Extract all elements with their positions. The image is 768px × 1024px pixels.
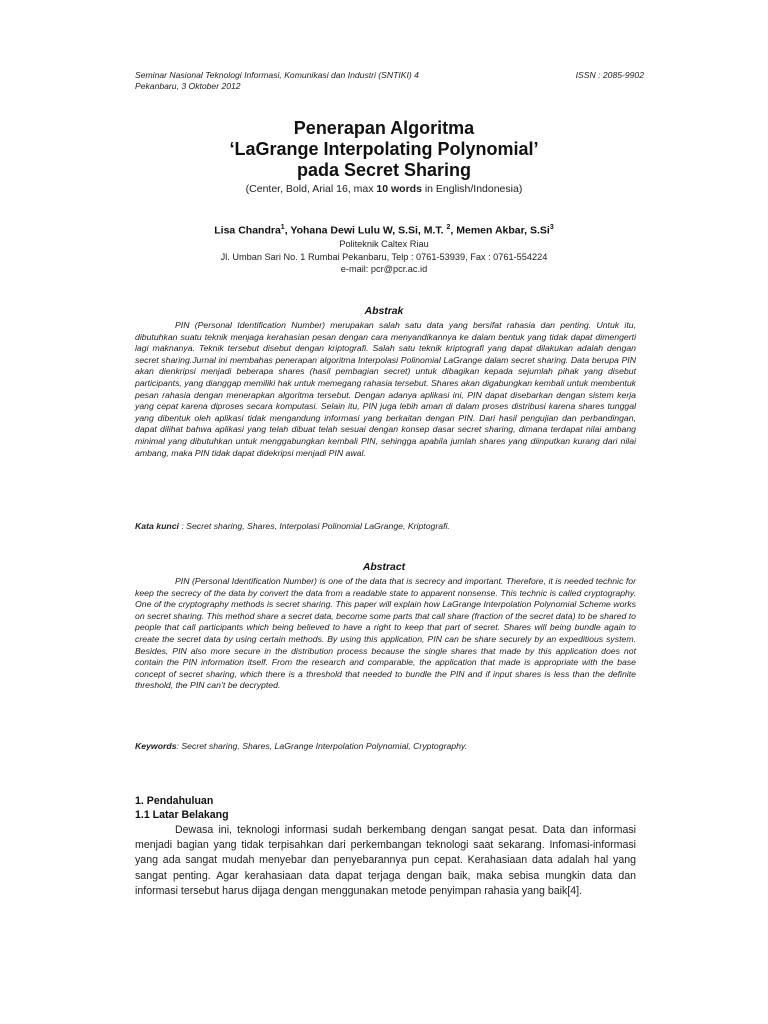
section-body: Dewasa ini, teknologi informasi sudah berkembang dengan sangat pesat. Data dan informasi menjadi bagian yang tidak terpisahkan dari perkembangan teknologi saat sekarang. Infomasi-informasi yang ada sangat mudah menyebar dan penyebarannya pun cepat. Kerahasiaan data adalah hal yang sangat penting. Agar kerahasiaan data dapat terjaga dengan baik, maka sebisa mungkin data dan informasi tersebut harus dijaga dengan menggunakan metode penyimpan rahasia yang baik[4]. (135, 824, 636, 897)
abstract-body: PIN (Personal Identification Number) is one of the data that is secrecy and important. Therefore, it is needed technic for keep the secrecy of the data by convert the data from a readable state to apparent nonsense. This technic is called cryptography. One of the cryptography methods is secret sharing. This paper will explain how LaGrange Interpolation Polynomial Scheme works on secret sharing. This method share a secret data, become some parts that call share (fraction of the secret data) to be shared to people that call participants which being believed to have a right to keep that part of secret. Shares will being bundle again to create the secret data by using certain methods. By using this application, PIN can be share securely by an expeditious system. Besides, PIN also more secure in the distribution process because the single shares that made by this application does not contain the PIN information itself. From the research and comparable, the application that made is appropriate with the base concept of secret sharing, which there is a threshold that needed to bundle the PIN and if input shares is less than the definite threshold, the PIN can’t be decrypted. (135, 576, 636, 691)
section-heading: 1. Pendahuluan (135, 795, 214, 807)
conference-date: Pekanbaru, 3 Oktober 2012 (135, 81, 241, 91)
subsection-heading: 1.1 Latar Belakang (135, 809, 229, 821)
abstrak-heading: Abstrak (364, 306, 404, 317)
conference-header (135, 70, 419, 92)
contact-email: e-mail: pcr@pcr.ac.id (340, 264, 428, 274)
institution-name: Politeknik Caltex Riau (339, 239, 429, 249)
title-line-3: pada Secret Sharing (296, 160, 472, 180)
keywords: Keywords: Secret sharing, Shares, LaGrange Interpolation Polynomial, Cryptography. (135, 741, 468, 751)
institution-address: Jl. Umban Sari No. 1 Rumbai Pekanbaru, Telp : 0761-53939, Fax : 0761-554224 (220, 251, 548, 262)
title-line-2: ‘LaGrange Interpolating Polynomial’ (229, 139, 539, 159)
paper-title (0, 118, 768, 181)
kata-kunci: Kata kunci : Secret sharing, Shares, Interpolasi Polinomial LaGrange, Kriptografi. (135, 521, 450, 531)
abstrak-body: PIN (Personal Identification Number) merupakan salah satu data yang bersifat rahasia dan penting. Untuk itu, dibutuhkan suatu teknik menjaga kerahasian pesan dengan cara menyandikannya ke dalam bentuk yang tidak dapat dimengerti lagi maknanya. Teknik tersebut disebut dengan kriptografi. Salah satu teknik kriptografi yang dapat dilakukan adalah dengan secret sharing.Jurnal ini membahas penerapan algoritma Interpolasi Polinomial LaGrange dalam secret sharing. Data berupa PIN akan dienkripsi menjadi beberapa shares (hasil pembagian secret) untuk dibagikan kepada sejumlah pihak yang disebut participants, yang dianggap memiliki hak untuk memegang rahasia tersebut. Shares akan digabungkan kembali untuk membentuk pesan rahasia dengan menerapkan algoritma tersebut. Dengan adanya aplikasi ini, PIN dapat disebarkan dengan sistem kerja yang cepat karena diproses secara komputasi. Selain itu, PIN juga lebih aman di dalam proses distribusi karena shares tunggal yang dibentuk oleh aplikasi tidak mengandung informasi yang berkaitan dengan PIN. Dari hasil pengujian dan perbandingan, dapat dilihat bahwa aplikasi yang telah dibuat telah sesuai dengan konsep dasar secret sharing, dimana terdapat nilai ambang minimal yang dibutuhkan untuk menggabungkan kembali PIN, sehingga apabila jumlah shares yang diinputkan kurang dari nilai ambang, maka PIN tidak dapat didekripsi menjadi PIN awal. (135, 320, 636, 458)
issn-label: ISSN : 2085-9902 (575, 70, 644, 80)
abstract-heading: Abstract (362, 562, 406, 573)
author-list: Lisa Chandra$^1$, Yohana Dewi Lulu W, S.Si, M.T. $^2$, Memen Akbar, S.Si$^3$ (214, 224, 554, 237)
conference-name: Seminar Nasional Teknologi Informasi, Komunikasi dan Industri (SNTIKI) 4 (135, 70, 419, 80)
affiliation (0, 238, 768, 276)
title-line-1: Penerapan Algoritma (293, 118, 475, 138)
title-format-note: (Center, Bold, Arial 16, max 10 words in English/Indonesia) (245, 183, 523, 195)
